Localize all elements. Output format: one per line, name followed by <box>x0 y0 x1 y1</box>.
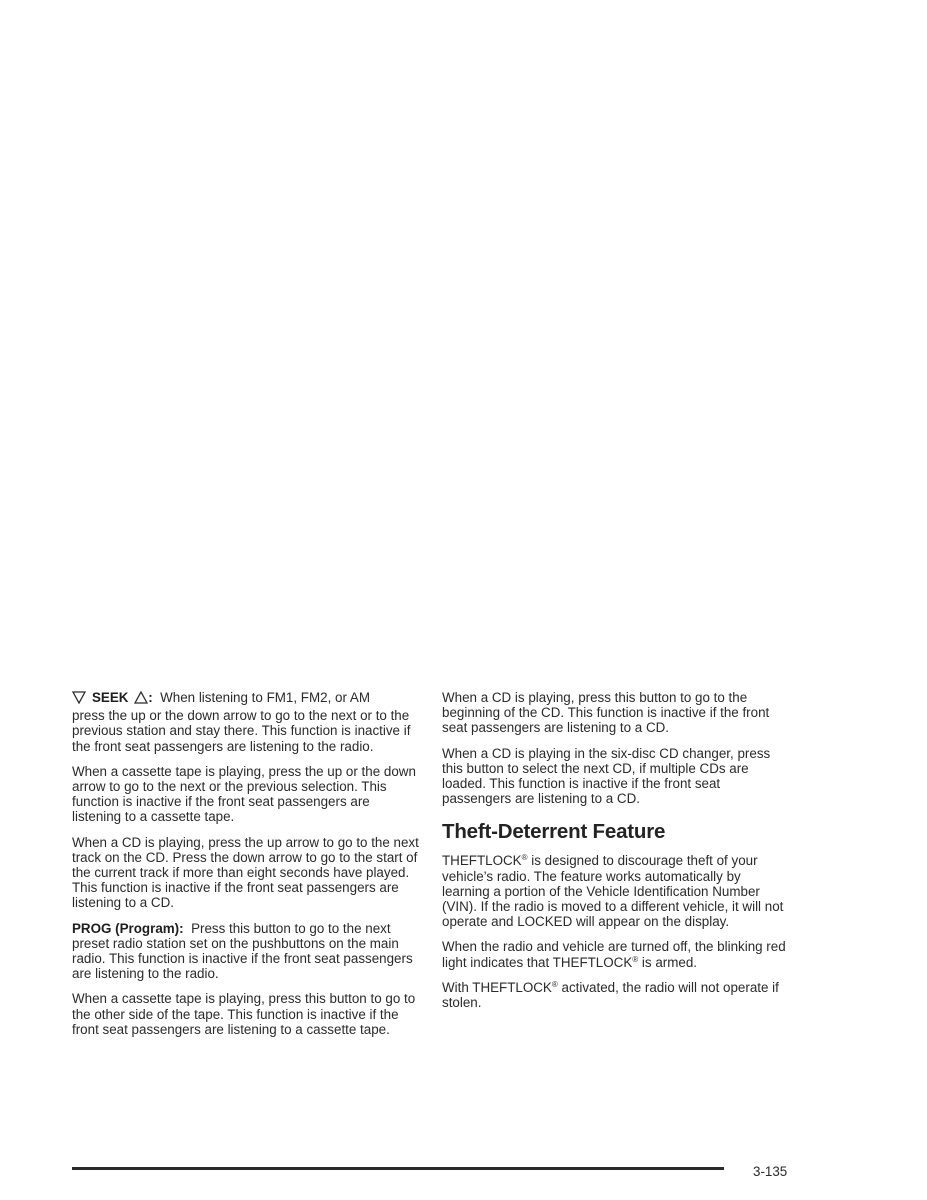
left-column <box>72 690 420 1047</box>
up-triangle-icon <box>134 691 148 707</box>
footer-rule <box>72 1167 724 1170</box>
theftlock-stolen-text-before: With THEFTLOCK <box>442 979 552 995</box>
prog-changer-paragraph: When a CD is playing in the six-disc CD changer, press this button to select the next CD, if multiple CDs are loaded. This function is inactive if the front seat passengers are listening to a CD. <box>442 745 771 807</box>
prog-cd-paragraph: When a CD is playing, press this button to go to the beginning of the CD. This function is inactive if the front seat passengers are listening to a CD. <box>442 690 770 736</box>
prog-cassette-paragraph: When a cassette tape is playing, press this button to go to the other side of the tape. This function is inactive if the front seat passengers are listening to a cassette tape. <box>72 991 416 1037</box>
prog-label: PROG (Program): <box>72 920 184 936</box>
theftlock-armed-text-after: is armed. <box>641 954 697 970</box>
registered-mark: ® <box>632 954 639 964</box>
prog-text: Press this button to go to the next preset radio station set on the pushbuttons on the main radio. This function is inactive if the front seat passengers are listening to the radio. <box>72 920 413 982</box>
registered-mark: ® <box>521 853 528 863</box>
seek-body-text: press the up or the down arrow to go to the next or to the previous station and stay there. This function is inactive if the front seat passengers are listening to the radio. <box>72 708 411 754</box>
seek-cd-paragraph: When a CD is playing, press the up arrow to go to the next track on the CD. Press the down arrow to go to the start of the current track if more than eight seconds have played. This function is inactive if the front seat passengers are listening to a CD. <box>72 834 419 911</box>
registered-mark: ® <box>551 979 558 989</box>
theftlock-description-text: is designed to discourage theft of your vehicle’s radio. The feature works automatically by learning a portion of the Vehicle Identification Number (VIN). If the radio is moved to a different vehicle, it will not operate and LOCKED will appear on the display. <box>442 853 784 930</box>
theftlock-armed-text-before: When the radio and vehicle are turned off, the blinking red light indicates that THEFTLOCK <box>442 939 786 970</box>
right-column <box>442 690 792 1020</box>
theftlock-armed-paragraph <box>442 939 792 969</box>
theftlock-description-paragraph <box>442 853 792 929</box>
seek-paragraph <box>72 690 420 754</box>
seek-first-line <box>72 690 420 707</box>
theftlock-stolen-text-after: activated, the radio will not operate if stolen. <box>442 979 779 1011</box>
seek-intro-text: When listening to FM1, FM2, or AM <box>160 690 370 705</box>
seek-cassette-paragraph: When a cassette tape is playing, press the up or the down arrow to go to the next or the previous selection. This function is inactive if the front seat passengers are listening to a cassette tape. <box>72 763 416 825</box>
down-triangle-icon <box>72 691 86 707</box>
section-heading: Theft-Deterrent Feature <box>442 820 666 844</box>
theftlock-stolen-paragraph <box>442 980 792 1010</box>
prog-paragraph <box>72 921 420 982</box>
page-number: 3-135 <box>753 1164 788 1179</box>
theftlock-brand: THEFTLOCK <box>442 853 522 869</box>
seek-colon: : <box>148 690 153 705</box>
seek-label: SEEK <box>92 690 129 705</box>
